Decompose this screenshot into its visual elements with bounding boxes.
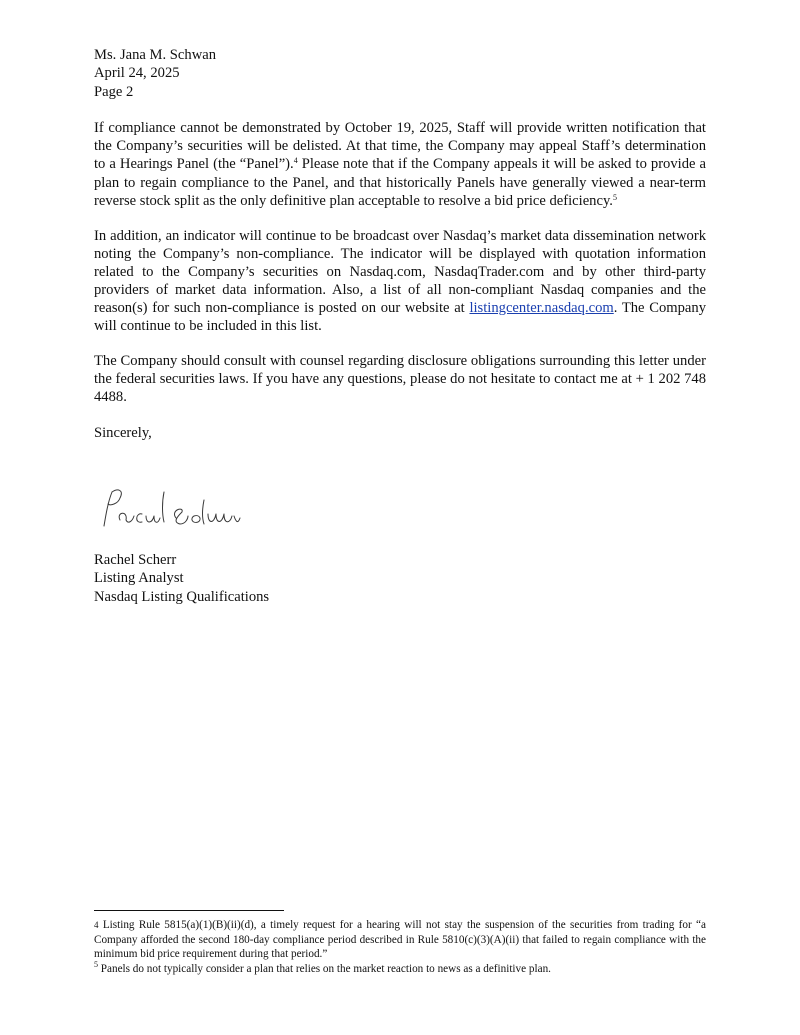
footnote-5-number: 5 xyxy=(94,959,98,969)
signer-title: Listing Analyst xyxy=(94,570,184,587)
footnote-divider xyxy=(94,910,284,911)
letter-body xyxy=(94,46,706,442)
footnote-4-text: Listing Rule 5815(a)(1)(B)(ii)(d), a timely request for a hearing will not stay the suspension of the securities from trading for “a Company afforded the second 180-day compliance period described in Rule 5810(c)(3)(A)(ii) that failed to regain compliance with the minimum bid price requirement during that period.” xyxy=(94,919,706,960)
page-number: Page 2 xyxy=(94,83,134,100)
closing-salutation: Sincerely, xyxy=(94,424,152,441)
paragraph-indicator xyxy=(94,227,706,336)
paragraph-indicator-text-2: . The Company will continue to be included in this list. xyxy=(94,300,706,335)
paragraph-indicator-text: In addition, an indicator will continue to be broadcast over Nasdaq’s market data dissemination network noting the Company’s non-compliance. The indicator will be displayed with quotation information related to the Company’s securities on Nasdaq.com, NasdaqTrader.com and by other third-party providers of market data information. Also, a list of all non-compliant Nasdaq companies and the reason(s) for such non-compliance is posted on our website at xyxy=(94,227,706,317)
paragraph-compliance-text-2: Please note that if the Company appeals it will be asked to provide a plan to regain compliance to the Panel, and that historically Panels have generally viewed a near-term reverse stock split as the only definitive plan acceptable to resolve a bid price deficiency. xyxy=(94,156,706,209)
listingcenter-link[interactable]: listingcenter.nasdaq.com xyxy=(469,300,614,317)
signer-name: Rachel Scherr xyxy=(94,552,177,568)
letter-date: April 24, 2025 xyxy=(94,65,180,82)
footnotes xyxy=(94,918,706,976)
footnote-5-text: Panels do not typically consider a plan that relies on the market reaction to news as a definitive plan. xyxy=(98,962,551,975)
footnote-4-number: 4 xyxy=(94,920,99,930)
signature-block xyxy=(94,551,269,606)
footnote-ref-5: 5 xyxy=(612,192,617,202)
recipient-name: Ms. Jana M. Schwan xyxy=(94,47,217,63)
footnote-4 xyxy=(94,918,706,962)
paragraph-compliance xyxy=(94,119,706,209)
footnote-ref-4: 4 xyxy=(293,156,298,166)
signer-department: Nasdaq Listing Qualifications xyxy=(94,588,270,605)
paragraph-compliance-text: If compliance cannot be demonstrated by October 19, 2025, Staff will provide written notification that the Company’s securities will be delisted. At that time, the Company may appeal Staff’s determination to a Hearings Panel (the “Panel”). xyxy=(94,120,706,173)
footnote-5 xyxy=(94,959,706,977)
handwritten-signature xyxy=(98,482,248,534)
paragraph-counsel: The Company should consult with counsel regarding disclosure obligations surrounding this letter under the federal securities laws. If you have any questions, please do not hesitate to contact me at + 1 202 748 4488. xyxy=(94,353,706,406)
